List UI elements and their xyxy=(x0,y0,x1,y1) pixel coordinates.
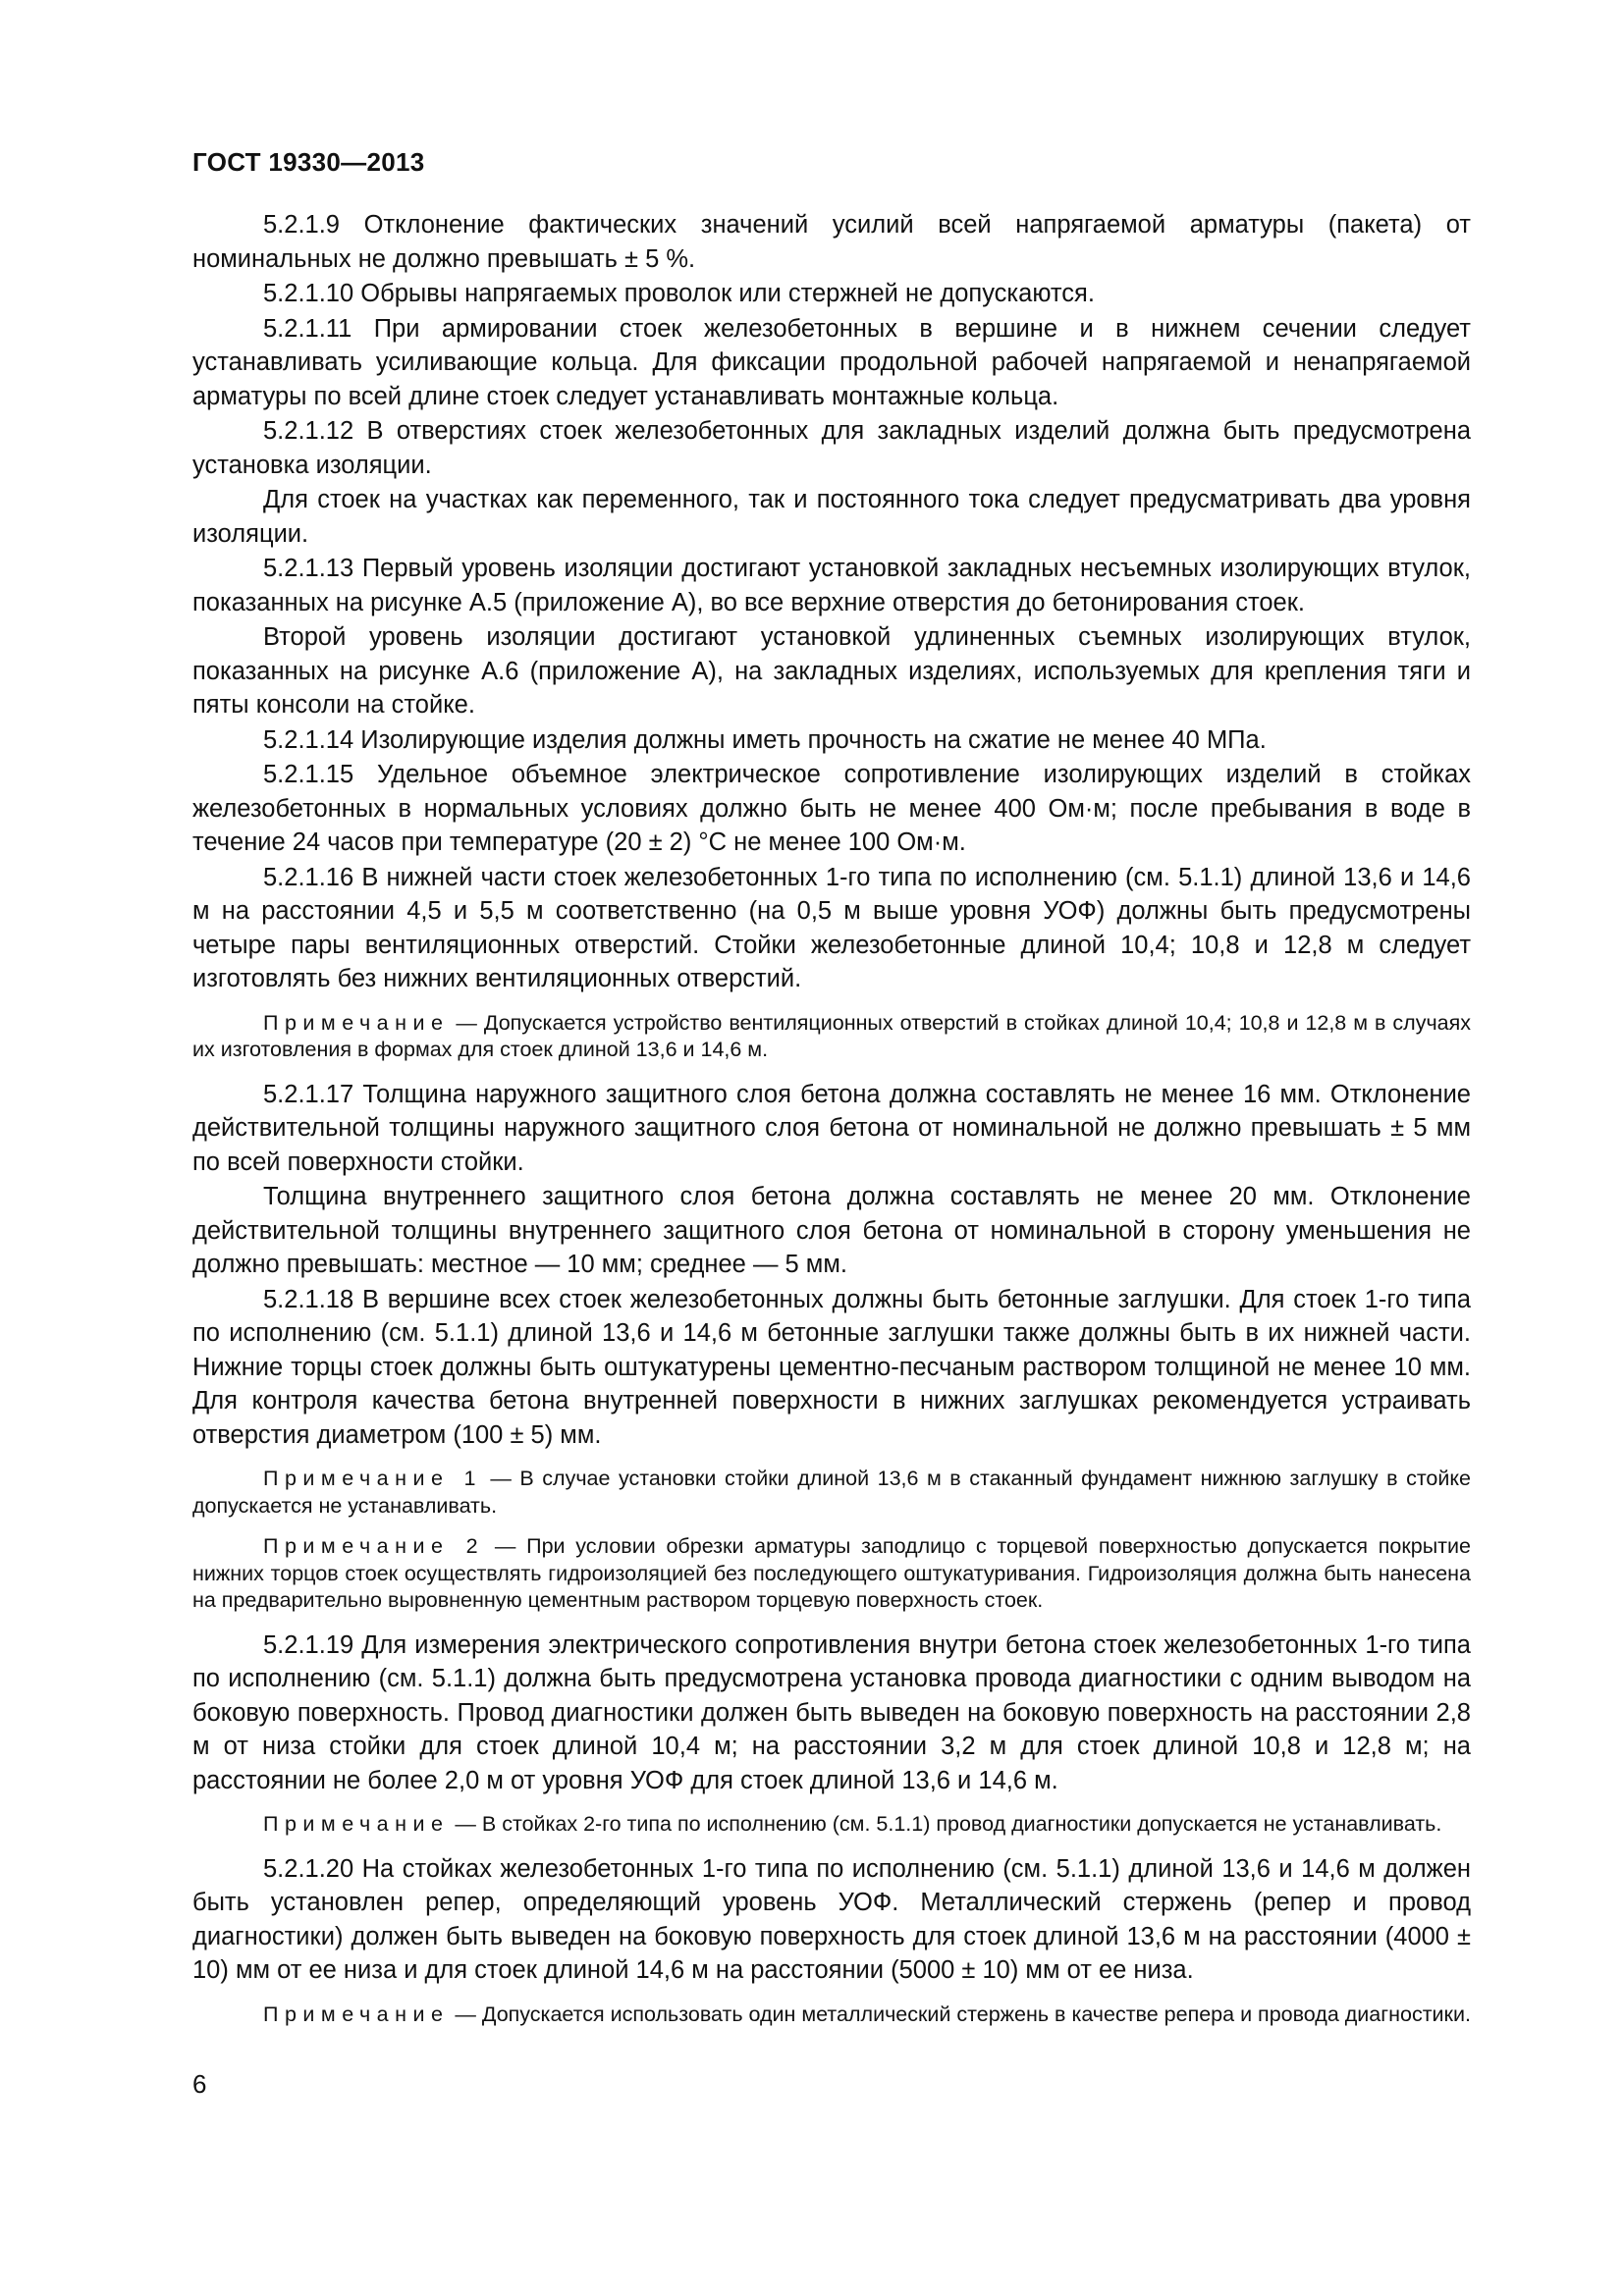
note-label: Примечание xyxy=(263,2002,450,2026)
paragraph: 5.2.1.16 В нижней части стоек железобетонных 1-го типа по исполнению (см. 5.1.1) длиной 13,6 и 14,6 м на расстоянии 4,5 и 5,5 м соответственно (на 0,5 м выше уровня УОФ) должны быть предусмотрены четыре пары вентиляционных отверстий. Стойки железобетонные длиной 10,4; 10,8 и 12,8 м следует изготовлять без нижних вентиляционных отверстий. xyxy=(192,863,1471,992)
paragraph: 5.2.1.14 Изолирующие изделия должны иметь прочность на сжатие не менее 40 МПа. xyxy=(263,725,1267,754)
note-label: Примечание 2 xyxy=(263,1534,485,1558)
note-text: — В случае установки стойки длиной 13,6 м в стаканный фундамент нижнюю заглушку в стойке допускается не устанавливать. xyxy=(192,1467,1472,1518)
paragraph: Для стоек на участках как переменного, так и постоянного тока следует предусматривать два уровня изоляции. xyxy=(192,486,1471,548)
note xyxy=(192,1533,1471,1615)
note-text: — Допускается устройство вентиляционных отверстий в стойках длиной 10,4; 10,8 и 12,8 м в случаях их изготовления в формах для стоек длиной 13,6 и 14,6 м. xyxy=(192,1010,1471,1061)
note xyxy=(192,1010,1471,1064)
paragraph: 5.2.1.20 На стойках железобетонных 1-го типа по исполнению (см. 5.1.1) длиной 13,6 и 14,6 м должен быть установлен репер, определяющий уровень УОФ. Металлический стержень (репер и провод диагностики) должен быть выведен на боковую поверхность для стоек длиной 13,6 м на расстоянии (4000 ± 10) мм от ее низа и для стоек длиной 14,6 м на расстоянии (5000 ± 10) мм от ее низа. xyxy=(192,1854,1471,1984)
note-text: — При условии обрезки арматуры заподлицо с торцевой поверхностью допускается покрытие нижних торцов стоек осуществлять гидроизоляцией без последующего оштукатуривания. Гидроизоляция должна быть нанесена на предварительно выровненную цементным раствором торцевую поверхность стоек. xyxy=(192,1534,1471,1612)
note xyxy=(192,1811,1471,1839)
paragraph: Второй уровень изоляции достигают установкой удлиненных съемных изолирующих втулок, показанных на рисунке А.6 (приложение А), на закладных изделиях, используемых для крепления тяги и пяты консоли на стойке. xyxy=(192,623,1471,719)
paragraph: 5.2.1.11 При армировании стоек железобетонных в вершине и в нижнем сечении следует устанавливать усиливающие кольца. Для фиксации продольной рабочей напрягаемой и ненапрягаемой арматуры по всей длине стоек следует устанавливать монтажные кольца. xyxy=(192,314,1471,410)
document-body xyxy=(192,208,1471,2042)
note-label: Примечание xyxy=(263,1010,450,1035)
paragraph: 5.2.1.13 Первый уровень изоляции достигают установкой закладных несъемных изолирующих втулок, показанных на рисунке А.5 (приложение А), во все верхние отверстия до бетонирования стоек. xyxy=(192,555,1471,616)
paragraph: 5.2.1.17 Толщина наружного защитного слоя бетона должна составлять не менее 16 мм. Отклонение действительной толщины наружного защитного слоя бетона от номинальной не должно превышать ± 5 мм по всей поверхности стойки. xyxy=(192,1080,1471,1176)
note-text: — Допускается использовать один металлический стержень в качестве репера и провода диагностики. xyxy=(449,2002,1471,2026)
paragraph: 5.2.1.15 Удельное объемное электрическое сопротивление изолирующих изделий в стойках железобетонных в нормальных условиях должно быть не менее 400 Ом·м; после пребывания в воде в течение 24 часов при температуре (20 ± 2) °С не менее 100 Ом·м. xyxy=(192,761,1471,856)
page-number: 6 xyxy=(192,2069,207,2099)
note-label: Примечание xyxy=(263,1812,450,1836)
paragraph: 5.2.1.12 В отверстиях стоек железобетонных для закладных изделий должна быть предусмотрена установка изоляции. xyxy=(192,417,1471,479)
note xyxy=(192,2002,1471,2029)
note-text: — В стойках 2-го типа по исполнению (см. 5.1.1) провод диагностики допускается не устанавливать. xyxy=(449,1812,1442,1836)
note-label: Примечание 1 xyxy=(263,1467,482,1490)
note xyxy=(192,1466,1471,1520)
paragraph: 5.2.1.9 Отклонение фактических значений усилий всей напрягаемой арматуры (пакета) от номинальных не должно превышать ± 5 %. xyxy=(192,211,1471,273)
paragraph: 5.2.1.18 В вершине всех стоек железобетонных должны быть бетонные заглушки. Для стоек 1-го типа по исполнению (см. 5.1.1) длиной 13,6 и 14,6 м бетонные заглушки также должны быть в их нижней части. Нижние торцы стоек должны быть оштукатурены цементно-песчаным раствором толщиной не менее 10 мм. Для контроля качества бетона внутренней поверхности в нижних заглушках рекомендуется устраивать отверстия диаметром (100 ± 5) мм. xyxy=(192,1285,1471,1449)
paragraph: 5.2.1.10 Обрывы напрягаемых проволок или стержней не допускаются. xyxy=(263,280,1095,307)
paragraph: Толщина внутреннего защитного слоя бетона должна составлять не менее 20 мм. Отклонение действительной толщины внутреннего защитного слоя бетона от номинальной в сторону уменьшения не должно превышать: местное — 10 мм; среднее — 5 мм. xyxy=(192,1183,1471,1278)
paragraph: 5.2.1.19 Для измерения электрического сопротивления внутри бетона стоек железобетонных 1-го типа по исполнению (см. 5.1.1) должна быть предусмотрена установка провода диагностики с одним выводом на боковую поверхность. Провод диагностики должен быть выведен на боковую поверхность на расстоянии 2,8 м от низа стойки для стоек длиной 10,4 м; на расстоянии 3,2 м для стоек длиной 10,8 и 12,8 м; на расстоянии не более 2,0 м от уровня УОФ для стоек длиной 13,6 и 14,6 м. xyxy=(192,1630,1471,1794)
document-header: ГОСТ 19330—2013 xyxy=(192,147,425,177)
